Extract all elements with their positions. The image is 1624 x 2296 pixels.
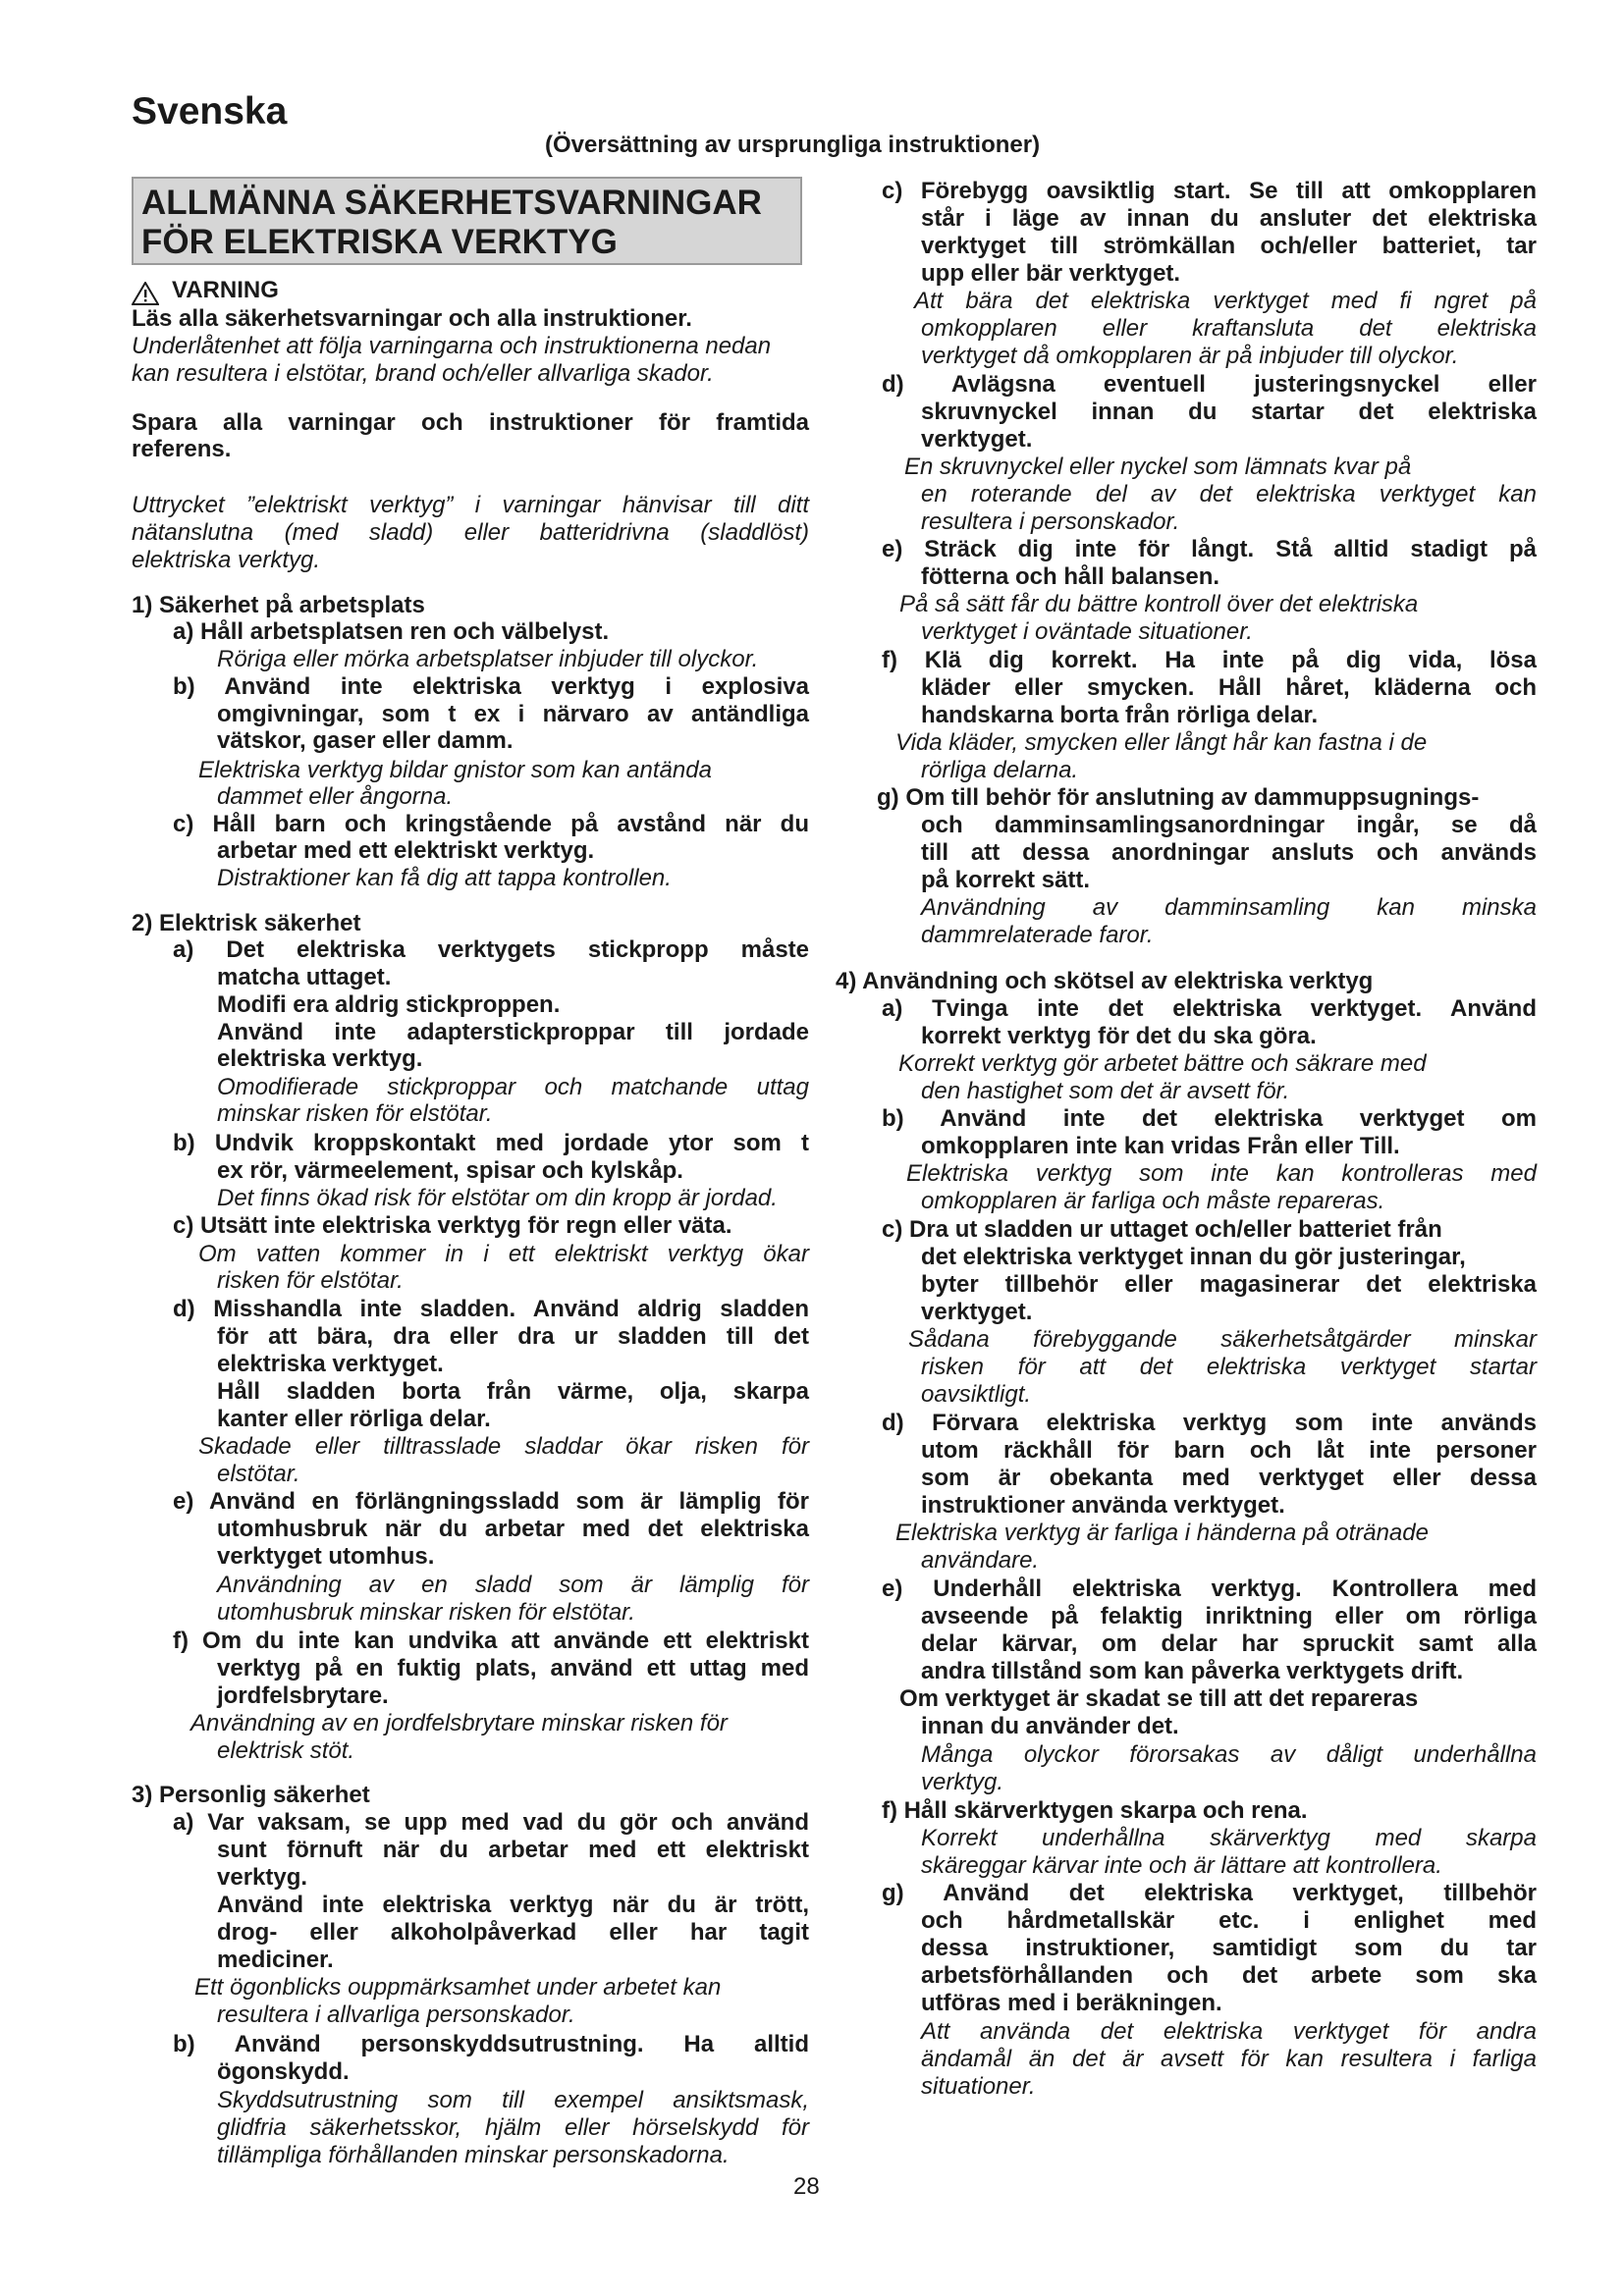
page-number: 28 xyxy=(793,2173,820,2200)
left-column-text-line: kan resultera i elstötar, brand och/eller allvarliga skador. xyxy=(132,360,714,387)
left-column-text-line: för att bära, dra eller dra ur sladden till det xyxy=(217,1323,809,1350)
left-column-text-line: Användning av en jordfelsbrytare minskar risken för xyxy=(190,1710,728,1736)
right-column-text-line: Att bära det elektriska verktyget med fi ngret på xyxy=(914,288,1537,314)
right-column-text-line: Om verktyget är skadat se till att det repareras xyxy=(899,1685,1419,1712)
right-column-text-line: och damminsamlingsanordningar ingår, se då xyxy=(921,812,1537,838)
right-column-text-line: På så sätt får du bättre kontroll över det elektriska xyxy=(899,591,1419,617)
left-column-text-line: minskar risken för elstötar. xyxy=(217,1100,493,1127)
right-column-text-line: fötterna och håll balansen. xyxy=(921,563,1220,590)
right-column-text-line: en roterande del av det elektriska verktyget kan xyxy=(921,481,1537,507)
left-column-text-line: verktyget utomhus. xyxy=(217,1543,435,1570)
right-column-text-line: g) Om till behör för anslutning av dammuppsugnings- xyxy=(877,784,1480,811)
right-column-text-line: till att dessa anordningar ansluts och används xyxy=(921,839,1537,866)
left-column-text-line: VARNING xyxy=(172,277,279,303)
right-column-text-line: skäreggar kärvar inte och är lättare att kontrollera. xyxy=(921,1852,1442,1879)
right-column-text-line: a) Tvinga inte det elektriska verktyget. Använd xyxy=(882,995,1537,1022)
right-column-text-line: situationer. xyxy=(921,2073,1036,2100)
right-column-text-line: omkopplaren är farliga och måste repareras. xyxy=(921,1188,1385,1214)
right-column-text-line: d) Avlägsna eventuell justeringsnyckel eller xyxy=(882,371,1537,398)
left-column-text-line: ögonskydd. xyxy=(217,2058,350,2085)
left-column-text-line: verktyg på en fuktig plats, använd ett uttag med xyxy=(217,1655,809,1682)
left-column-text-line: verktyg. xyxy=(217,1864,308,1891)
left-column-text-line: referens. xyxy=(132,436,232,462)
left-column-text-line: Modifi era aldrig stickproppen. xyxy=(217,991,561,1018)
right-column-text-line: instruktioner använda verktyget. xyxy=(921,1492,1285,1519)
right-column-text-line: byter tillbehör eller magasinerar det elektriska xyxy=(921,1271,1537,1298)
left-column-text-line: 2) Elektrisk säkerhet xyxy=(132,910,361,936)
language-label: Svenska xyxy=(132,90,288,133)
right-column-text-line: Vida kläder, smycken eller långt hår kan fastna i de xyxy=(895,729,1428,756)
right-column-text-line: rörliga delarna. xyxy=(921,757,1079,783)
right-column-text-line: den hastighet som det är avsett för. xyxy=(921,1078,1290,1104)
right-column-text-line: innan du använder det. xyxy=(921,1713,1179,1739)
right-column-text-line: risken för att det elektriska verktyget startar xyxy=(921,1354,1537,1380)
left-column-text-line: drog- eller alkoholpåverkad eller har tagit xyxy=(217,1919,809,1946)
right-column-text-line: b) Använd inte det elektriska verktyget om xyxy=(882,1105,1537,1132)
left-column-text-line: kanter eller rörliga delar. xyxy=(217,1406,491,1432)
left-column-text-line: Håll sladden borta från värme, olja, skarpa xyxy=(217,1378,809,1405)
right-column-text-line: verktyget. xyxy=(921,426,1033,453)
section-title-line-2: FÖR ELEKTRISKA VERKTYG xyxy=(141,223,618,261)
right-column-text-line: står i läge av innan du ansluter det elektriska xyxy=(921,205,1537,232)
left-column-text-line: Spara alla varningar och instruktioner för framtida xyxy=(132,409,809,436)
section-title-line-1: ALLMÄNNA SÄKERHETSVARNINGAR xyxy=(141,184,762,222)
right-column-text-line: Många olyckor förorsakas av dåligt underhållna xyxy=(921,1741,1537,1768)
right-column-text-line: ändamål än det är avsett för kan resultera i farliga xyxy=(921,2046,1537,2072)
right-column-text-line: 4) Användning och skötsel av elektriska verktyg xyxy=(836,968,1374,994)
left-column-text-line: Röriga eller mörka arbetsplatser inbjuder till olyckor. xyxy=(217,646,759,672)
left-column-text-line: d) Misshandla inte sladden. Använd aldrig sladden xyxy=(173,1296,809,1322)
left-column-text-line: Användning av en sladd som är lämplig för xyxy=(217,1572,809,1598)
left-column-text-line: jordfelsbrytare. xyxy=(217,1682,389,1709)
left-column-text-line: mediciner. xyxy=(217,1947,334,1973)
right-column-text-line: Sådana förebyggande säkerhetsåtgärder minskar xyxy=(908,1326,1537,1353)
left-column-text-line: resultera i allvarliga personskador. xyxy=(217,2002,575,2028)
left-column-text-line: Elektriska verktyg bildar gnistor som kan antända xyxy=(198,757,712,783)
left-column-text-line: risken för elstötar. xyxy=(217,1267,404,1294)
right-column-text-line: Korrekt underhållna skärverktyg med skarpa xyxy=(921,1825,1537,1851)
left-column-text-line: Skyddsutrustning som till exempel ansiktsmask, xyxy=(217,2087,809,2113)
right-column-text-line: c) Dra ut sladden ur uttaget och/eller batteriet från xyxy=(882,1216,1442,1243)
left-column-text-line: tillämpliga förhållanden minskar personskadorna. xyxy=(217,2142,730,2168)
right-column-text-line: verktyget då omkopplaren är på inbjuder till olyckor. xyxy=(921,343,1459,369)
right-column-text-line: dessa instruktioner, samtidigt som du tar xyxy=(921,1935,1537,1961)
right-column-text-line: f) Klä dig korrekt. Ha inte på dig vida, lösa xyxy=(882,647,1537,673)
section-title-box xyxy=(132,177,802,265)
right-column-text-line: omkopplaren inte kan vridas Från eller Till. xyxy=(921,1133,1400,1159)
right-column-text-line: handskarna borta från rörliga delar. xyxy=(921,702,1319,728)
right-column-text-line: dammrelaterade faror. xyxy=(921,922,1154,948)
left-column-text-line: nätanslutna (med sladd) eller batteridrivna (sladdlöst) xyxy=(132,519,809,546)
left-column-text-line: f) Om du inte kan undvika att använde ett elektriskt xyxy=(173,1628,809,1654)
left-column-text-line: omgivningar, som t ex i närvaro av antändliga xyxy=(217,701,809,727)
right-column-text-line: g) Använd det elektriska verktyget, tillbehör xyxy=(882,1880,1537,1906)
right-column-text-line: c) Förebygg oavsiktlig start. Se till att omkopplaren xyxy=(882,178,1537,204)
left-column-text-line: Uttrycket ”elektriskt verktyg” i varningar hänvisar till ditt xyxy=(132,492,809,518)
left-column-text-line: 1) Säkerhet på arbetsplats xyxy=(132,592,425,618)
right-column-text-line: Elektriska verktyg är farliga i händerna på otränade xyxy=(895,1520,1429,1546)
left-column-text-line: matcha uttaget. xyxy=(217,964,392,990)
right-column-text-line: andra tillstånd som kan påverka verktygets drift. xyxy=(921,1658,1464,1684)
right-column-text-line: e) Sträck dig inte för långt. Stå alltid stadigt på xyxy=(882,536,1537,562)
right-column-text-line: korrekt verktyg för det du ska göra. xyxy=(921,1023,1317,1049)
right-column-text-line: e) Underhåll elektriska verktyg. Kontrollera med xyxy=(882,1575,1537,1602)
left-column-text-line: Omodifierade stickproppar och matchande uttag xyxy=(217,1074,809,1100)
right-column-text-line: Att använda det elektriska verktyget för andra xyxy=(921,2018,1537,2045)
right-column-text-line: arbetsförhållanden och det arbete som ska xyxy=(921,1962,1537,1989)
right-column-text-line: verktyget till strömkällan och/eller batteriet, tar xyxy=(921,233,1537,259)
right-column-text-line: omkopplaren eller kraftansluta det elektriska xyxy=(921,315,1537,342)
left-column-text-line: Använd inte elektriska verktyg när du är trött, xyxy=(217,1892,809,1918)
left-column-text-line: Skadade eller tilltrasslade sladdar ökar risken för xyxy=(198,1433,809,1460)
right-column-text-line: resultera i personskador. xyxy=(921,508,1180,535)
right-column-text-line: delar kärvar, om delar har spruckit samt alla xyxy=(921,1630,1537,1657)
right-column-text-line: upp eller bär verktyget. xyxy=(921,260,1181,287)
left-column-text-line: sunt förnuft när du arbetar med ett elektriskt xyxy=(217,1837,809,1863)
left-column-text-line: ex rör, värmeelement, spisar och kylskåp. xyxy=(217,1157,683,1184)
right-column-text-line: kläder eller smycken. Håll håret, kläderna och xyxy=(921,674,1537,701)
left-column-text-line: Om vatten kommer in i ett elektriskt verktyg ökar xyxy=(198,1241,809,1267)
left-column-text-line: Distraktioner kan få dig att tappa kontrollen. xyxy=(217,865,672,891)
left-column-text-line: e) Använd en förlängningssladd som är lämplig för xyxy=(173,1488,809,1515)
left-column-text-line: Det finns ökad risk för elstötar om din kropp är jordad. xyxy=(217,1185,778,1211)
right-column-text-line: användare. xyxy=(921,1547,1040,1574)
right-column-text-line: En skruvnyckel eller nyckel som lämnats kvar på xyxy=(904,454,1412,480)
left-column-text-line: a) Var vaksam, se upp med vad du gör och använd xyxy=(173,1809,809,1836)
left-column-text-line: elektriska verktyg. xyxy=(132,547,321,573)
left-column-text-line: glidfria säkerhetsskor, hjälm eller hörselskydd för xyxy=(217,2114,809,2141)
right-column-text-line: oavsiktligt. xyxy=(921,1381,1032,1408)
right-column-text-line: skruvnyckel innan du startar det elektriska xyxy=(921,399,1537,425)
left-column-text-line: elektriska verktyg. xyxy=(217,1045,423,1072)
page-subtitle: (Översättning av ursprungliga instruktioner) xyxy=(545,132,1041,158)
right-column-text-line: verktyget i oväntade situationer. xyxy=(921,618,1253,645)
right-column-text-line: utom räckhåll för barn och låt inte personer xyxy=(921,1437,1537,1464)
right-column-text-line: och hårdmetallskär etc. i enlighet med xyxy=(921,1907,1537,1934)
left-column-text-line: b) Använd personskyddsutrustning. Ha alltid xyxy=(173,2031,809,2057)
left-column-text-line: Ett ögonblicks ouppmärksamhet under arbetet kan xyxy=(194,1974,722,2001)
left-column-text-line: a) Det elektriska verktygets stickpropp måste xyxy=(173,936,809,963)
left-column-text-line: Använd inte adapterstickproppar till jordade xyxy=(217,1019,809,1045)
left-column-text-line: elektrisk stöt. xyxy=(217,1737,355,1764)
left-column-text-line: Läs alla säkerhetsvarningar och alla instruktioner. xyxy=(132,305,692,332)
left-column-text-line: dammet eller ångorna. xyxy=(217,783,454,810)
warning-triangle-icon xyxy=(132,282,159,305)
right-column-text-line: det elektriska verktyget innan du gör justeringar, xyxy=(921,1244,1466,1270)
left-column-text-line: elstötar. xyxy=(217,1461,300,1487)
left-column-text-line: b) Undvik kroppskontakt med jordade ytor som t xyxy=(173,1130,809,1156)
right-column-text-line: som är obekanta med verktyget eller dessa xyxy=(921,1465,1537,1491)
right-column-text-line: Användning av damminsamling kan minska xyxy=(921,894,1537,921)
right-column-text-line: avseende på felaktig inriktning eller om rörliga xyxy=(921,1603,1537,1629)
right-column-text-line: verktyg. xyxy=(921,1769,1004,1795)
right-column-text-line: f) Håll skärverktygen skarpa och rena. xyxy=(882,1797,1308,1824)
left-column-text-line: c) Håll barn och kringstående på avstånd när du xyxy=(173,811,809,837)
right-column-text-line: på korrekt sätt. xyxy=(921,867,1091,893)
left-column-text-line: arbetar med ett elektriskt verktyg. xyxy=(217,837,595,864)
left-column-text-line: 3) Personlig säkerhet xyxy=(132,1782,370,1808)
left-column-text-line: Underlåtenhet att följa varningarna och instruktionerna nedan xyxy=(132,333,772,359)
left-column-text-line: vätskor, gaser eller damm. xyxy=(217,727,514,754)
left-column-text-line: c) Utsätt inte elektriska verktyg för regn eller väta. xyxy=(173,1212,732,1239)
left-column-text-line: utomhusbruk när du arbetar med det elektriska xyxy=(217,1516,809,1542)
left-column-text-line: a) Håll arbetsplatsen ren och välbelyst. xyxy=(173,618,610,645)
left-column-text-line: b) Använd inte elektriska verktyg i explosiva xyxy=(173,673,809,700)
left-column-text-line: utomhusbruk minskar risken för elstötar. xyxy=(217,1599,635,1626)
right-column-text-line: Elektriska verktyg som inte kan kontrolleras med xyxy=(906,1160,1537,1187)
right-column-text-line: d) Förvara elektriska verktyg som inte används xyxy=(882,1410,1537,1436)
left-column-text-line: elektriska verktyget. xyxy=(217,1351,444,1377)
right-column-text-line: utföras med i beräkningen. xyxy=(921,1990,1222,2016)
right-column-text-line: verktyget. xyxy=(921,1299,1033,1325)
right-column-text-line: Korrekt verktyg gör arbetet bättre och säkrare med xyxy=(898,1050,1427,1077)
